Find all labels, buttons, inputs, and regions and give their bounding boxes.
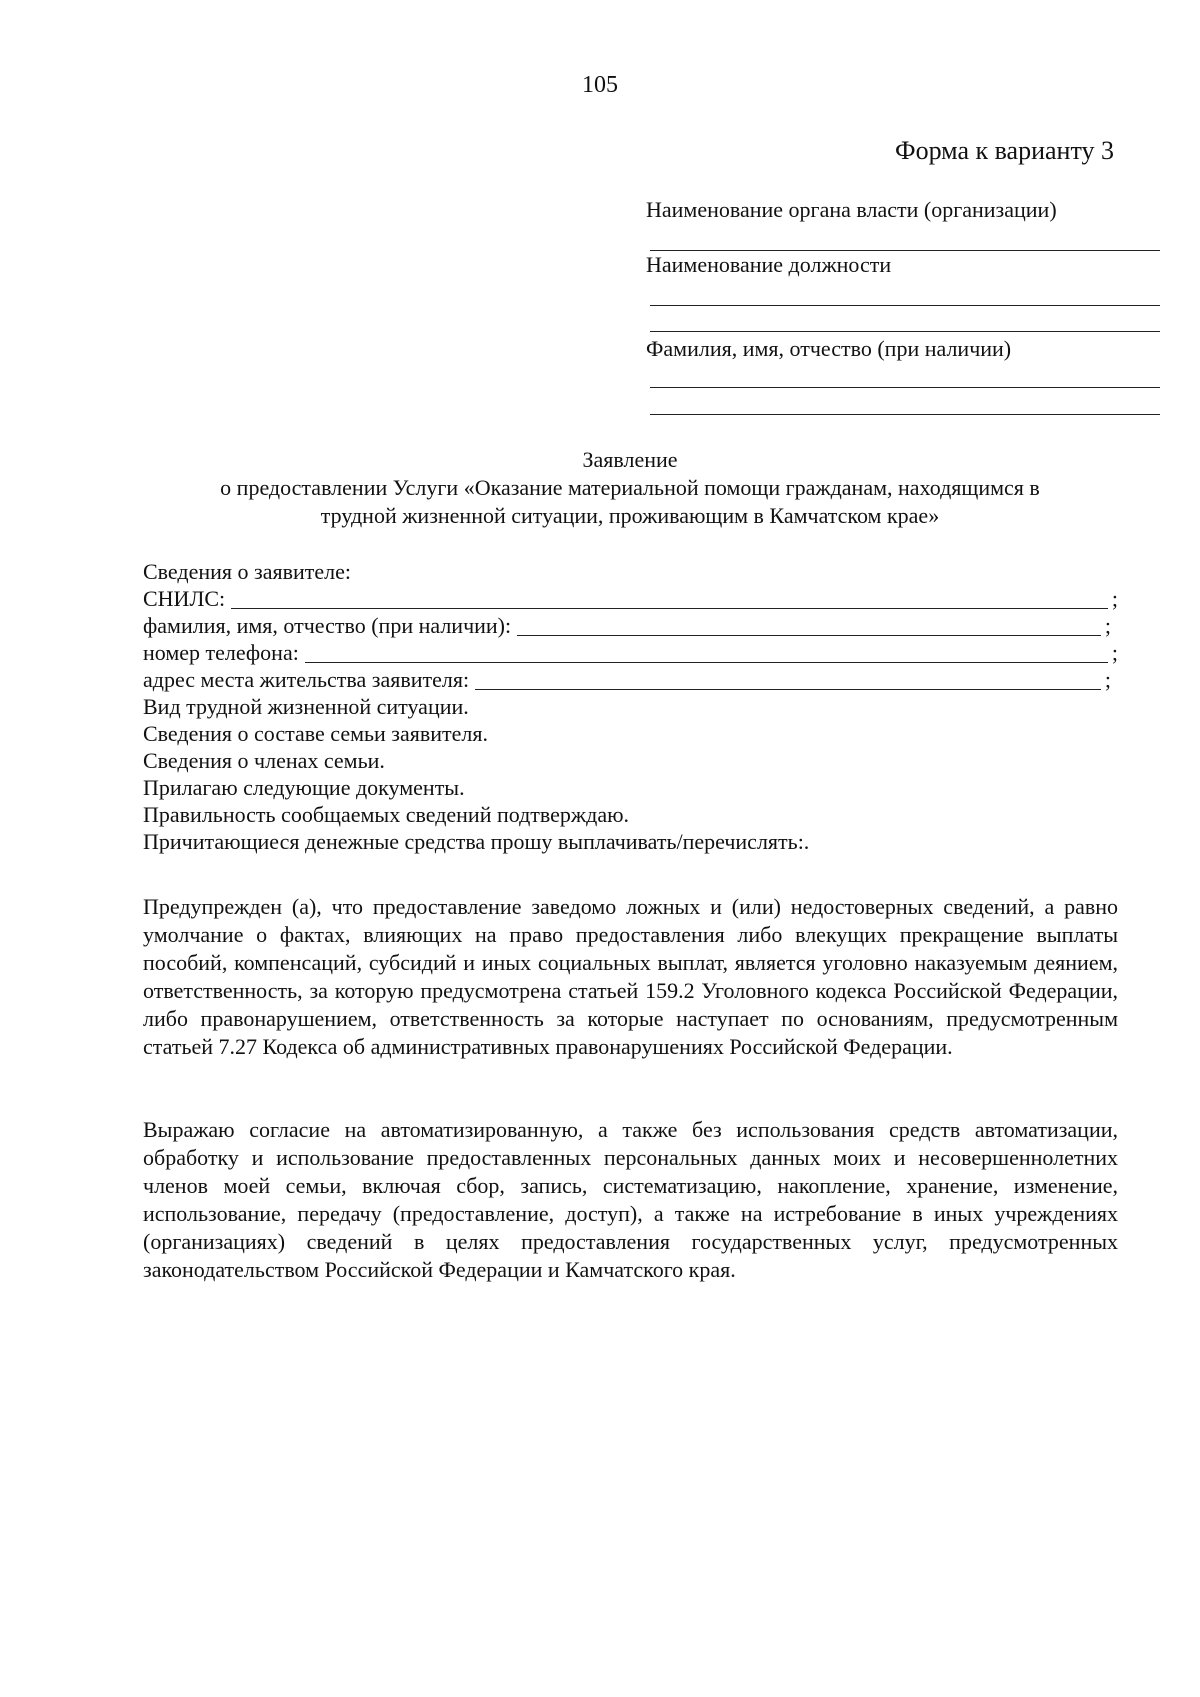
title-line-2: трудной жизненной ситуации, проживающим в Камчатском крае» [320,503,940,528]
phone-end: ; [1111,640,1118,665]
phone-label: номер телефона: [143,640,299,665]
document-title [130,446,1130,530]
snils-field[interactable] [231,587,1108,609]
phone-field[interactable] [305,641,1108,663]
statement-payment: Причитающиеся денежные средства прошу выплачивать/перечислять:. [143,829,810,854]
address-field[interactable] [475,668,1101,690]
form-variant-label: Форма к варианту 3 [895,136,1114,165]
statement-confirmation: Правильность сообщаемых сведений подтверждаю. [143,802,630,827]
snils-row [143,585,1118,612]
address-row [143,666,1111,693]
position-name-field[interactable] [650,305,1160,306]
position-name-label: Наименование должности [646,252,892,277]
authority-name-label: Наименование органа власти (организации) [646,197,1057,222]
applicant-section-label: Сведения о заявителе: [143,559,352,584]
fio-field[interactable] [650,387,1160,388]
consent-paragraph: Выражаю согласие на автоматизированную, а также без использования средств автоматизации, обработку и использование предоставленных персональных данных моих и несовершеннолетних членов моей семьи, включая сбор, запись, систематизацию, накопление, хранение, изменение, использование, передачу (предоставление, доступ), а также на истребование в иных учреждениях (организациях) сведений в целях предоставления государственных услуг, предусмотренных законодательством Российской Федерации и Камчатского края. [143,1117,1118,1282]
fio-label: Фамилия, имя, отчество (при наличии) [646,336,1012,361]
fio-field-2[interactable] [650,414,1160,415]
position-name-field-2[interactable] [650,331,1160,332]
title-heading: Заявление [582,447,678,472]
phone-row [143,639,1118,666]
statement-attached-documents: Прилагаю следующие документы. [143,775,465,800]
snils-label: СНИЛС: [143,586,226,611]
address-label: адрес места жительства заявителя: [143,667,470,692]
fio-applicant-end: ; [1104,613,1111,638]
fio-applicant-row [143,612,1111,639]
warning-paragraph: Предупрежден (а), что предоставление заведомо ложных и (или) недостоверных сведений, а равно умолчание о фактах, влияющих на право предоставления либо влекущих прекращение выплаты пособий, компенсаций, субсидий и иных социальных выплат, является уголовно наказуемым деянием, ответственность, за которую предусмотрена статьей 159.2 Уголовного кодекса Российской Федерации, либо правонарушением, ответственность за которые наступает по основаниям, предусмотренным статьей 7.27 Кодекса об административных правонарушениях Российской Федерации. [143,894,1118,1059]
snils-end: ; [1111,586,1118,611]
page-number: 105 [582,72,618,98]
statement-family-composition: Сведения о составе семьи заявителя. [143,721,489,746]
address-end: ; [1104,667,1111,692]
statement-family-members: Сведения о членах семьи. [143,748,385,773]
authority-name-field[interactable] [650,250,1160,251]
fio-applicant-field[interactable] [517,614,1101,636]
fio-applicant-label: фамилия, имя, отчество (при наличии): [143,613,512,638]
title-line-1: о предоставлении Услуги «Оказание материальной помощи гражданам, находящимся в [220,475,1040,500]
statement-situation-type: Вид трудной жизненной ситуации. [143,694,469,719]
